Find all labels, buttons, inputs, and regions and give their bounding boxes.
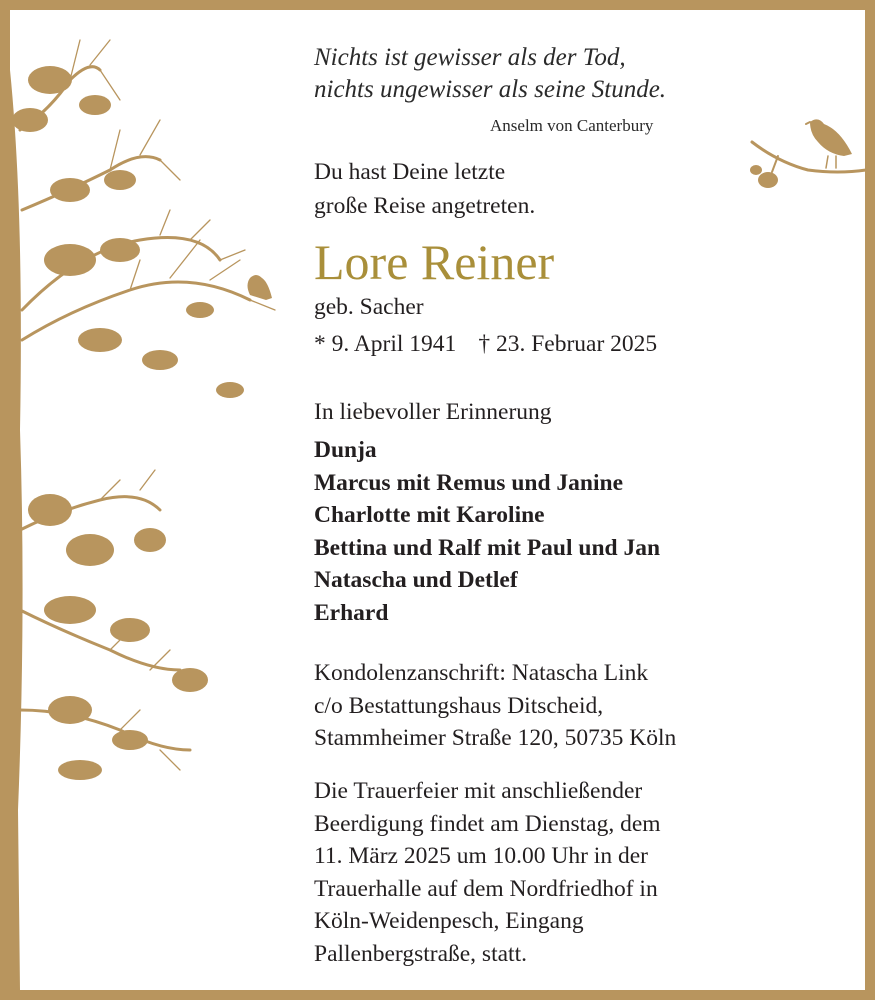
ceremony-line: Pallenbergstraße, statt. xyxy=(314,940,527,967)
life-dates xyxy=(314,331,657,358)
ceremony-line: Die Trauerfeier mit anschließender xyxy=(314,778,643,804)
memory-label: In liebevoller Erinnerung xyxy=(314,399,552,425)
family-member: Dunja xyxy=(314,437,377,463)
family-member: Marcus mit Remus und Janine xyxy=(314,469,624,496)
bird-on-branch-icon xyxy=(748,112,868,194)
family-member: Charlotte mit Karoline xyxy=(314,502,545,528)
family-member: Bettina und Ralf mit Paul und Jan xyxy=(314,534,661,561)
intro-line: Du hast Deine letzte xyxy=(314,159,506,185)
condolence-line: Kondolenzanschrift: Natascha Link xyxy=(314,660,649,686)
family-member: Erhard xyxy=(314,599,389,626)
ceremony-notice xyxy=(314,775,661,970)
condolence-line: c/o Bestattungshaus Ditscheid, xyxy=(314,692,604,719)
intro-line: große Reise angetreten. xyxy=(314,193,536,219)
quote-line: nichts ungewisser als seine Stunde. xyxy=(314,76,667,103)
ceremony-line: Trauerhalle auf dem Nordfriedhof in xyxy=(314,875,658,902)
condolence-line: Stammheimer Straße 120, 50735 Köln xyxy=(314,725,677,751)
ceremony-line: Beerdigung findet am Dienstag, dem xyxy=(314,810,661,837)
death-date: † 23. Februar 2025 xyxy=(478,331,658,357)
quote xyxy=(314,42,666,106)
ceremony-line: Köln-Weidenpesch, Eingang xyxy=(314,908,584,934)
quote-line: Nichts ist gewisser als der Tod, xyxy=(314,44,626,71)
family-list xyxy=(314,434,660,629)
birth-name: geb. Sacher xyxy=(314,294,424,320)
quote-author: Anselm von Canterbury xyxy=(490,116,654,135)
intro-text xyxy=(314,155,535,223)
tree-silhouette-icon xyxy=(10,10,310,990)
family-member: Natascha und Detlef xyxy=(314,567,518,593)
birth-date: * 9. April 1941 xyxy=(314,331,457,357)
deceased-name: Lore Reiner xyxy=(314,234,555,290)
condolence-address xyxy=(314,657,676,755)
ceremony-line: 11. März 2025 um 10.00 Uhr in der xyxy=(314,843,648,869)
